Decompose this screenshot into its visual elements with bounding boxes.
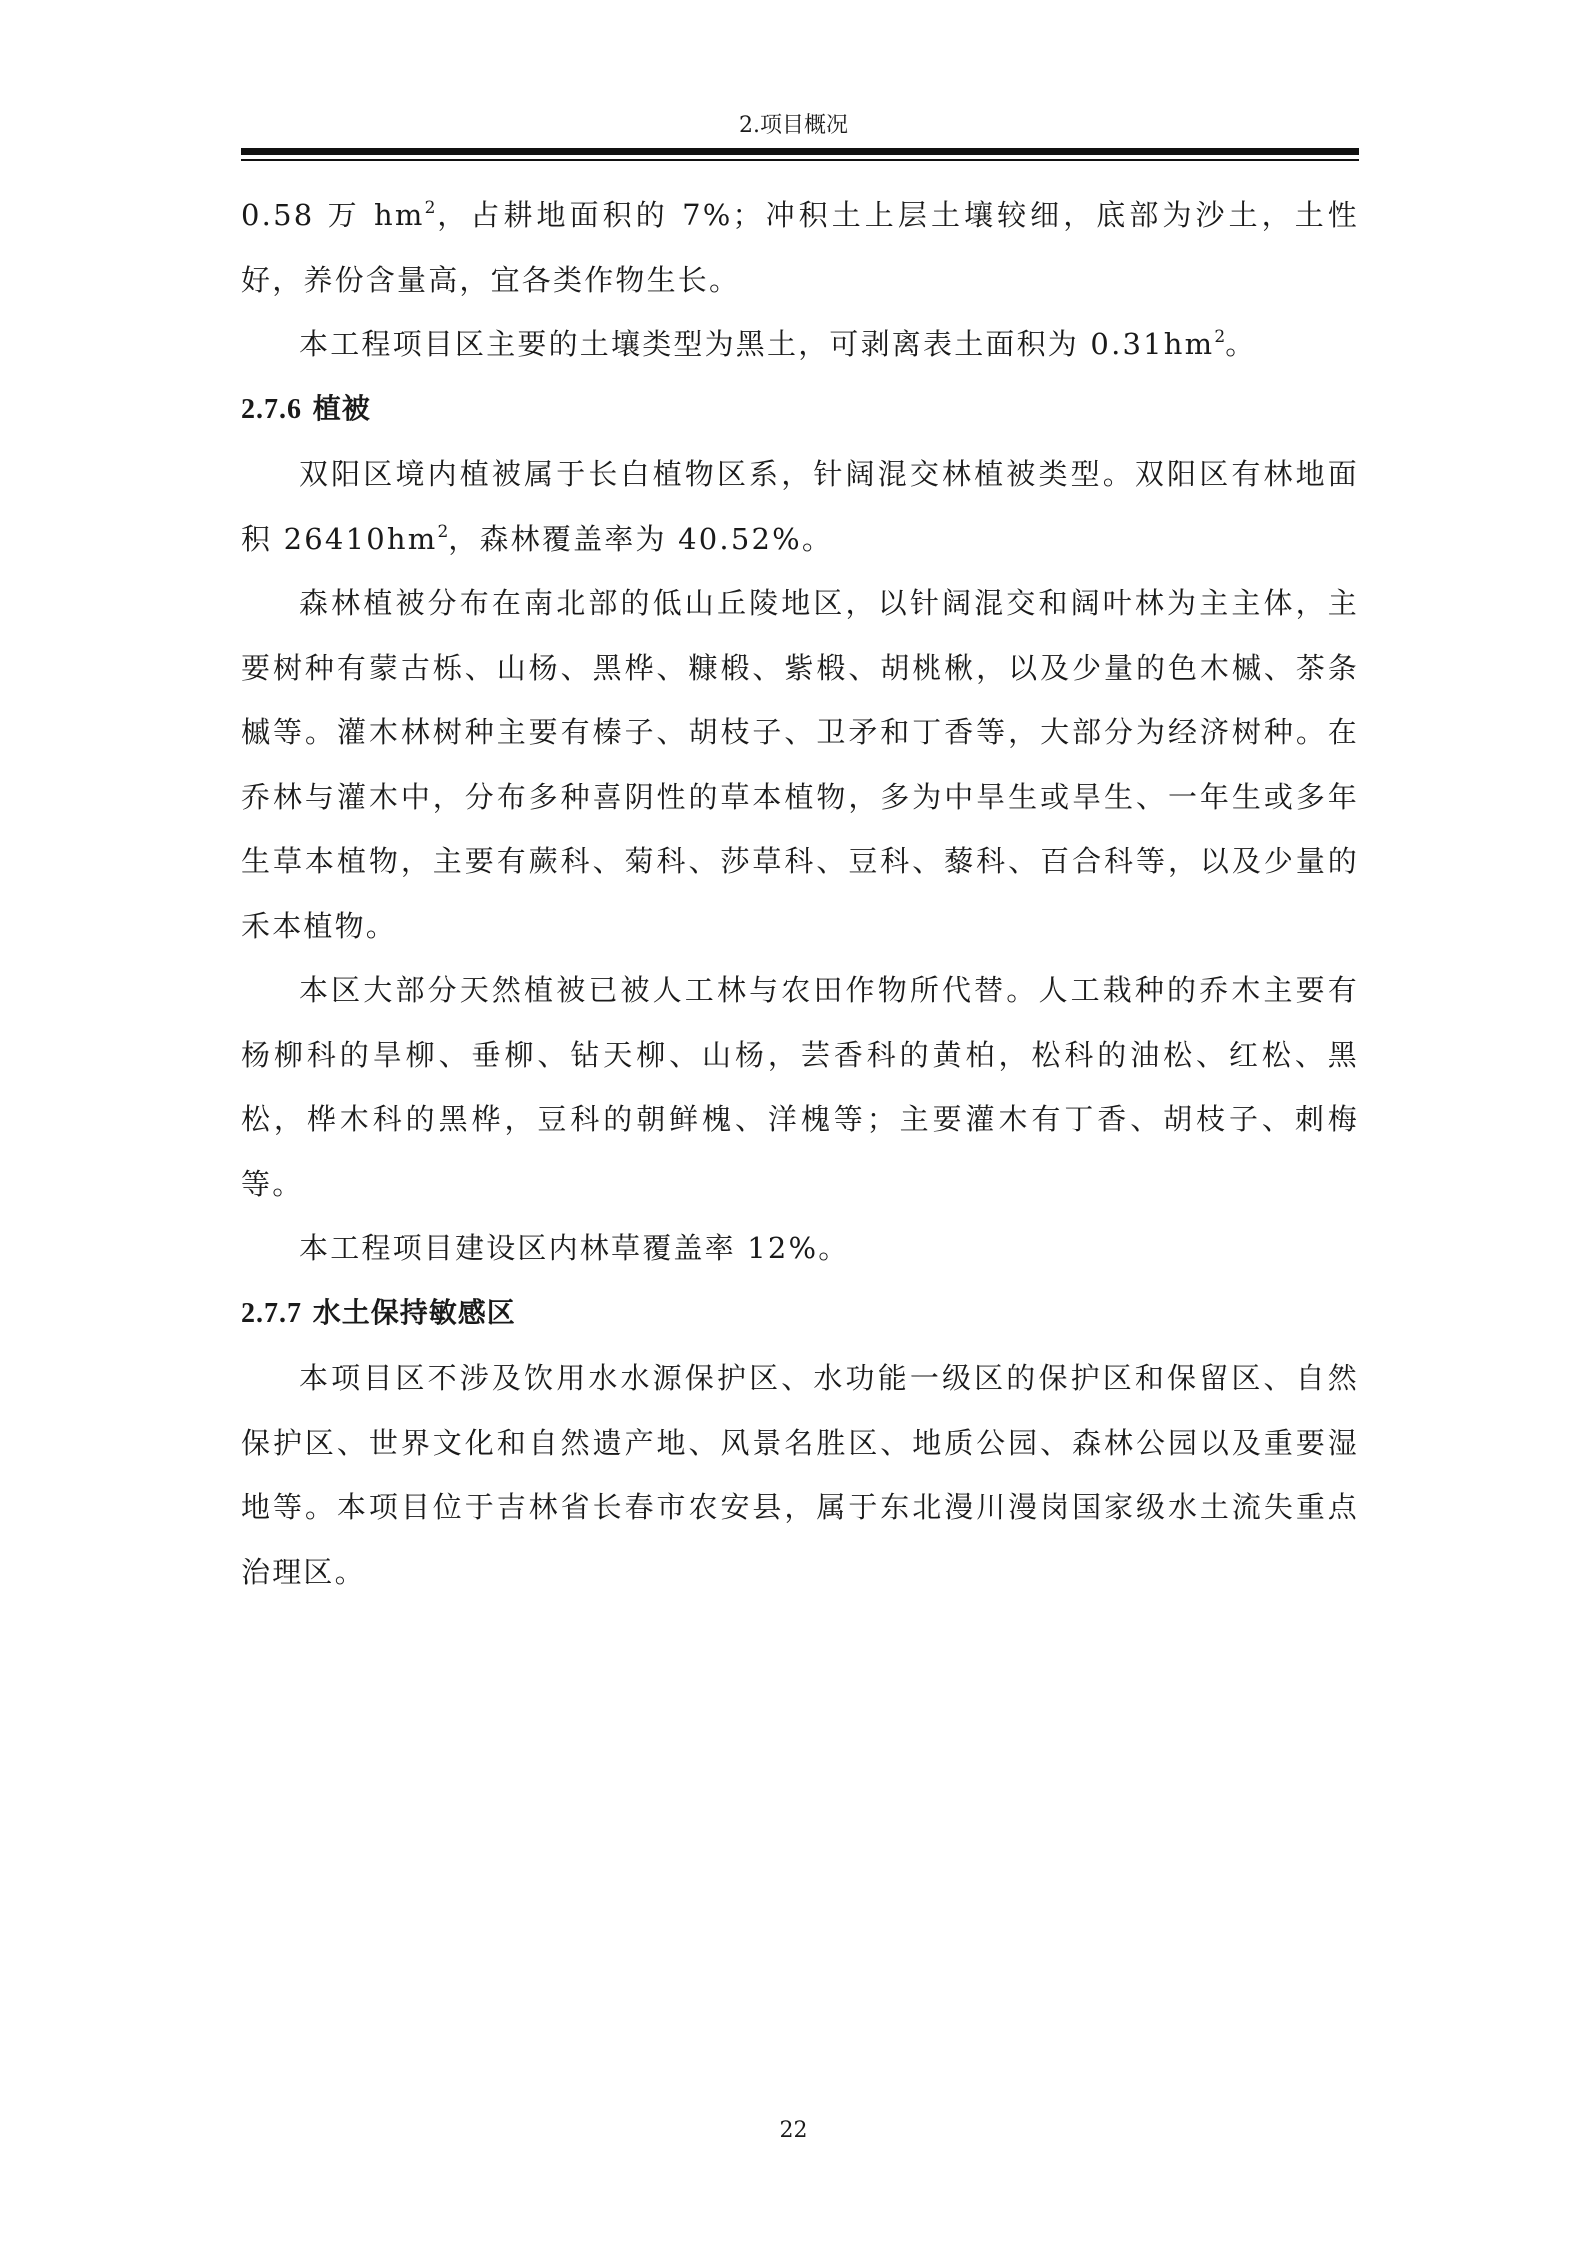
paragraph-coverage-rate: 本工程项目建设区内林草覆盖率 12%。 [299, 1231, 850, 1265]
paragraph-soil-type: 本工程项目区主要的土壤类型为黑土，可剥离表土面积为 $0.31hm^2$。 [299, 327, 1257, 361]
paragraph-forest-vegetation: 森林植被分布在南北部的低山丘陵地区，以针阔混交和阔叶林为主主体，主要树种有蒙古栎、山杨、黑桦、糠椴、紫椴、胡桃楸，以及少量的色木槭、茶条槭等。灌木林树种主要有榛子、胡枝子、卫矛和丁香等，大部分为经济树种。在乔林与灌木中，分布多种喜阴性的草本植物，多为中旱生或旱生、一年生或多年生草本植物，主要有蕨科、菊科、莎草科、豆科、藜科、百合科等，以及少量的禾本植物。 [241, 586, 1359, 943]
paragraph-artificial-forest: 本区大部分天然植被已被人工林与农田作物所代替。人工栽种的乔木主要有杨柳科的旱柳、垂柳、钻天柳、山杨，芸香科的黄柏，松科的油松、红松、黑松，桦木科的黑桦，豆科的朝鲜槐、洋槐等；主要灌木有丁香、胡枝子、刺梅等。 [241, 973, 1359, 1201]
page-body [241, 183, 1359, 1604]
paragraph-vegetation-overview: 双阳区境内植被属于长白植物区系，针阔混交林植被类型。双阳区有林地面积 $26410hm^2$，森林覆盖率为 40.52%。 [241, 457, 1359, 556]
paragraph-soil-area: 0.58 万 $hm^2$，占耕地面积的 7%；冲积土上层土壤较细，底部为沙土，土性好，养份含量高，宜各类作物生长。 [241, 198, 1360, 297]
section-heading-vegetation: 2.7.6 植被 [241, 391, 371, 425]
section-heading-sensitive-area: 2.7.7 水土保持敏感区 [241, 1295, 516, 1329]
header-rule-thick [241, 148, 1359, 155]
page-number: 22 [779, 2118, 808, 2143]
paragraph-sensitive-area: 本项目区不涉及饮用水水源保护区、水功能一级区的保护区和保留区、自然保护区、世界文化和自然遗产地、风景名胜区、地质公园、森林公园以及重要湿地等。本项目位于吉林省长春市农安县，属于东北漫川漫岗国家级水土流失重点治理区。 [241, 1361, 1359, 1589]
header-rule-thin [241, 159, 1359, 161]
running-header: 2.项目概况 [739, 113, 848, 138]
